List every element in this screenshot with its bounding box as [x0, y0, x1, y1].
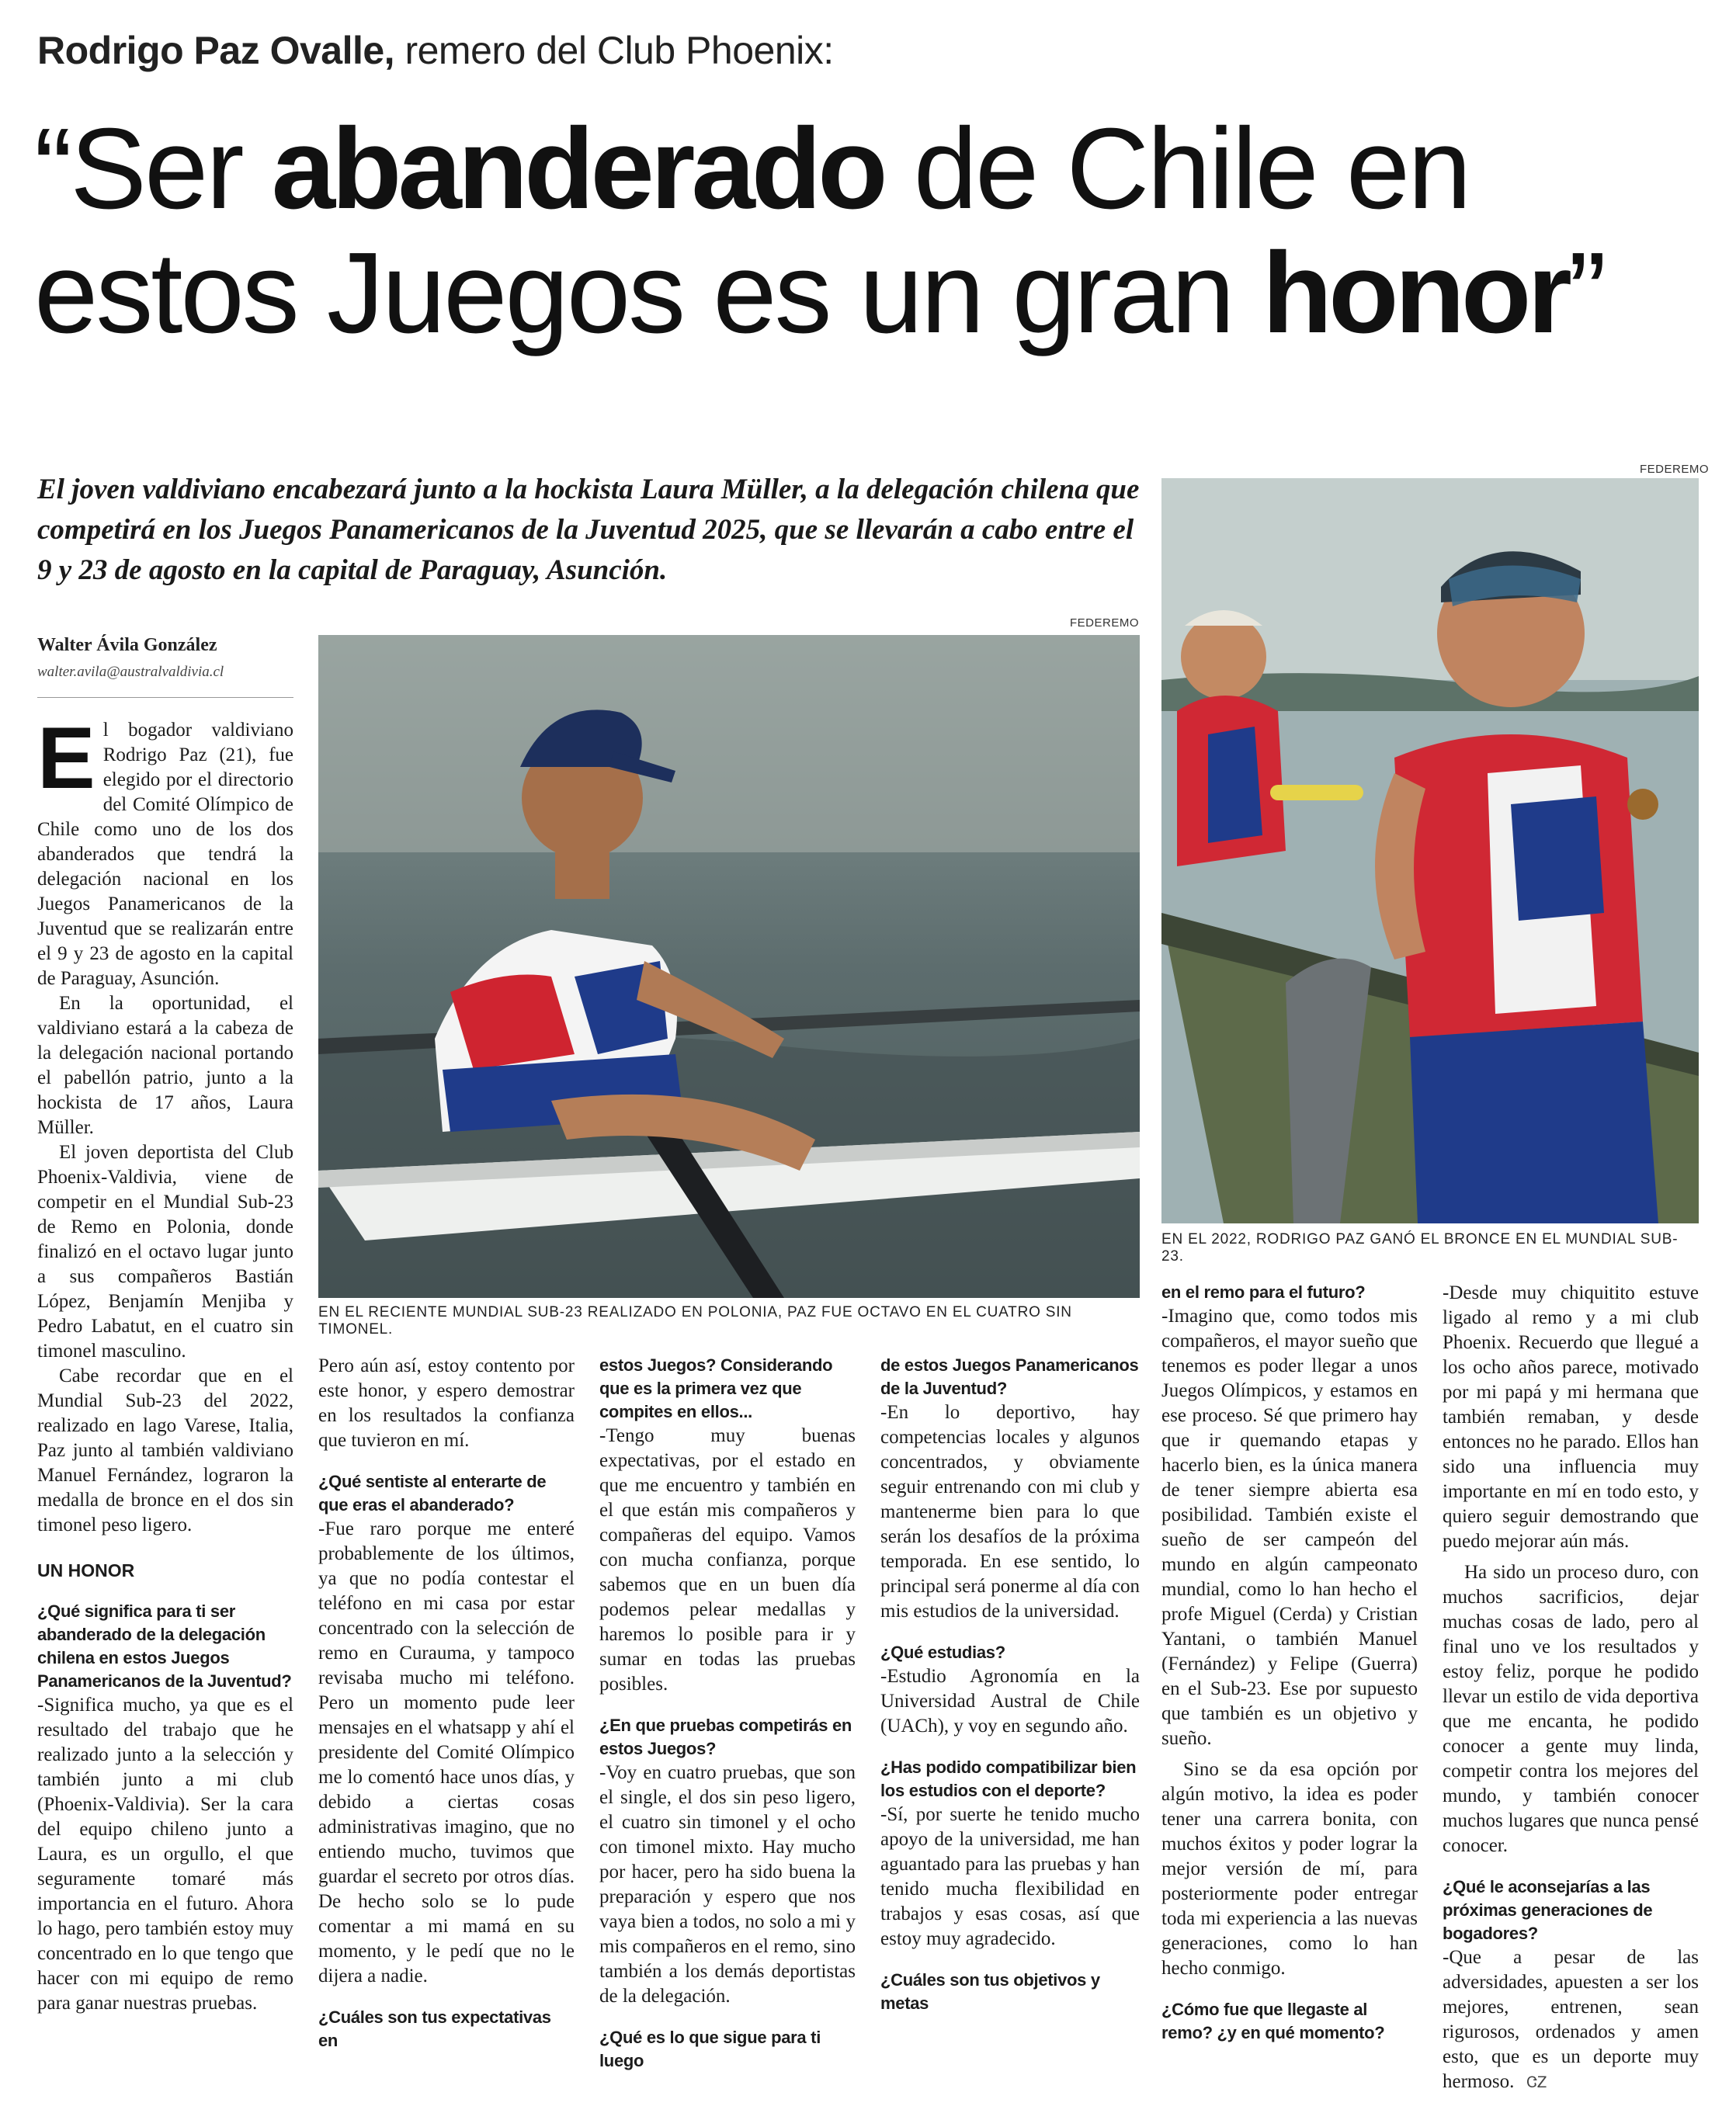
- article-column-3: [599, 1354, 856, 2073]
- article-column-4: [880, 1354, 1140, 2015]
- interview-answer: [1443, 1945, 1699, 2095]
- interview-answer: -Tengo muy buenas expectativas, por el estado en que me encuentro y también en el que están mis compañeros y compañeras del equipo. Vamos con mucha confianza, porque sabemos que en un buen día podemos pelear medallas y haremos lo posible para ir y sumar en todas las pruebas posibles.: [599, 1425, 856, 1695]
- interview-question: ¿Cómo fue que llegaste al remo? ¿y en qué momento?: [1161, 2000, 1385, 2042]
- article-column-1: [37, 710, 293, 2016]
- interview-answer: -Estudio Agronomía en la Universidad Austral de Chile (UACh), y voy en segundo año.: [880, 1666, 1140, 1737]
- interview-question: ¿Cuáles son tus expectativas en: [318, 2007, 551, 2050]
- headline-part: “Ser: [34, 105, 272, 233]
- interview-question: ¿En que pruebas competirás en estos Juegos?: [599, 1716, 852, 1758]
- interview-answer: -Desde muy chiquitito estuve ligado al remo y a mi club Phoenix. Recuerdo que llegué a los ocho años parece, motivado por mi papá y mi hermana que también remaban, y desde entonces no he parado. Ellos han sido una influencia muy importante en mí en todo esto, y quiero seguir demostrando que puedo mejorar aún más.: [1443, 1282, 1699, 1552]
- paragraph: Pero aún así, estoy contento por este honor, y espero demostrar en los resultados la confianza que tuvieron en mí.: [318, 1355, 575, 1451]
- interview-answer: -En lo deportivo, hay competencias locales y algunos concentrados, y obviamente seguir entrenando con mi club y mantenerme bien para lo que serán los desafíos de la próxima temporada. En ese sentido, lo principal será ponerme al día con mis estudios de la universidad.: [880, 1402, 1140, 1622]
- author-name: Walter Ávila González: [37, 635, 217, 655]
- medal-rowers-illustration: [1161, 478, 1699, 1223]
- end-mark: ᏣᏃ: [1526, 2074, 1547, 2091]
- byline: [37, 635, 224, 681]
- interview-answer: -Voy en cuatro pruebas, que son el single, el dos sin peso ligero, el cuatro sin timonel y el ocho con timonel mixto. Hay mucho por hacer, pero ha sido buena la preparación y espero que nos vaya bien a todos, no solo a mi y mis compañeros en el remo, sino también a los demás deportistas de la delegación.: [599, 1762, 856, 2007]
- section-heading: UN HONOR: [37, 1560, 135, 1581]
- photo-credit-right: FEDEREMO: [1640, 463, 1710, 476]
- article-column-6: [1443, 1281, 1699, 2095]
- drop-cap: E: [37, 710, 95, 807]
- caption-medal-photo: EN EL 2022, RODRIGO PAZ GANÓ EL BRONCE EN EL MUNDIAL SUB-23.: [1161, 1231, 1679, 1265]
- interview-question: de estos Juegos Panamericanos de la Juventud?: [880, 1355, 1139, 1398]
- deck-summary: El joven valdiviano encabezará junto a la hockista Laura Müller, a la delegación chilena que competirá en los Juegos Panamericanos de la Juventud 2025, que se llevarán a cabo entre el 9 y 23 de agosto en la capital de Paraguay, Asunción.: [37, 474, 1140, 586]
- headline-bold-abanderado: abanderado: [271, 105, 884, 233]
- paragraph: [37, 710, 293, 991]
- photo-credit-main: FEDEREMO: [1070, 616, 1140, 630]
- paragraph: Sino se da esa opción por algún motivo, la idea es poder tener una carrera bonita, con muchos éxitos y poder lograr la mejor versión de mí, para posteriormente poder entregar toda mi experiencia a las nuevas generaciones, como lo han hecho conmigo.: [1161, 1759, 1418, 1979]
- headline-part: de Chile en estos Juegos es un gran: [34, 105, 1470, 357]
- paragraph-text: l bogador valdiviano Rodrigo Paz (21), fue elegido por el directorio del Comité Olímpico de Chile como uno de los dos abanderados que tendrá la delegación nacional en los Juegos Panamericanos de la Juventud que se realizarán entre el 9 y 23 de agosto en la capital de Paraguay, Asunción.: [37, 720, 293, 989]
- interview-question: en el remo para el futuro?: [1161, 1282, 1366, 1302]
- author-email[interactable]: walter.avila@australvaldivia.cl: [37, 664, 224, 680]
- caption-main-photo: EN EL RECIENTE MUNDIAL SUB-23 REALIZADO EN POLONIA, PAZ FUE OCTAVO EN EL CUATRO SIN TIMONEL.: [318, 1304, 1072, 1338]
- interview-question: ¿Qué es lo que sigue para ti luego: [599, 2028, 821, 2070]
- article-column-5: [1161, 1281, 1418, 2045]
- kicker-name: Rodrigo Paz Ovalle,: [37, 29, 395, 72]
- paragraph: Ha sido un proceso duro, con muchos sacrificios, dejar muchas cosas de lado, pero al final uno ve los resultados y estoy feliz, porque he podido llevar un estilo de vida deportiva que me encanta, he podido conocer a gente muy linda, competir contra los mejores del mundo, y también conocer muchos lugares que nunca pensé conocer.: [1443, 1562, 1699, 1856]
- answer-text: -Que a pesar de las adversidades, apuesten a ser los mejores, entrenen, sean rigurosos, ordenados y amen esto, que es un deporte muy hermoso.: [1443, 1947, 1699, 2092]
- rower-illustration: [318, 635, 1140, 1298]
- photo-rower-single: [318, 635, 1140, 1298]
- paragraph: Cabe recordar que en el Mundial Sub-23 del 2022, realizado en lago Varese, Italia, Paz junto al también valdiviano Manuel Fernández, lograron la medalla de bronce en el dos sin timonel peso ligero.: [37, 1365, 293, 1535]
- headline-bold-honor: honor: [1262, 229, 1568, 357]
- interview-question: ¿Qué significa para ti ser abanderado de la delegación chilena en estos Juegos Panamericanos de la Juventud?: [37, 1601, 292, 1691]
- paragraph: El joven deportista del Club Phoenix-Valdivia, viene de competir en el Mundial Sub-23 de Remo en Polonia, donde finalizó en el octavo lugar junto a sus compañeros Bastián López, Benjamín Menjiba y Pedro Labatut, en el cuatro sin timonel masculino.: [37, 1142, 293, 1362]
- interview-question: estos Juegos? Considerando que es la primera vez que compites en ellos...: [599, 1355, 833, 1421]
- headline: [34, 107, 1719, 356]
- byline-divider: [37, 697, 293, 698]
- interview-answer: -Imagino que, como todos mis compañeros, el mayor sueño que tenemos es poder llegar a unos Juegos Olímpicos, y estamos en ese proceso. Sé que primero hay que ir quemando etapas y hacerlo bien, es la única manera de tener siempre abierta esa posibilidad. También existe el sueño de ser campeón del mundo en algún campeonato mundial, como lo han hecho el profe Miguel (Cerda) y Cristian Yantani, o también Manuel (Fernández) y Felipe (Guerra) en el Sub-23. Ese por supuesto que también es un objetivo y sueño.: [1161, 1306, 1418, 1749]
- interview-question: ¿Qué estudias?: [880, 1643, 1005, 1662]
- interview-question: ¿Qué sentiste al enterarte de que eras el abanderado?: [318, 1472, 547, 1515]
- interview-answer: -Fue raro porque me enteré probablemente de los últimos, ya que no podía contestar el teléfono en mi casa por estar concentrado con la selección de remo en Curauma, y tampoco revisaba mucho mi teléfono. Pero un momento pude leer mensajes en el whatsapp y ahí el presidente del Comité Olímpico me lo comentó hace unos días, y debido a ciertas cosas administrativas imagino, que no entiendo mucho, tuvimos que guardar el secreto por otros días. De hecho solo se lo pude comentar a mi mamá en su momento, y le pedí que no le dijera a nadie.: [318, 1518, 575, 1986]
- kicker-rest: remero del Club Phoenix:: [394, 29, 834, 72]
- photo-rowers-medal: [1161, 478, 1699, 1223]
- interview-question: ¿Cuáles son tus objetivos y metas: [880, 1970, 1100, 2013]
- article-column-2: [318, 1354, 575, 2052]
- interview-answer: -Sí, por suerte he tenido mucho apoyo de la universidad, me han aguantado para las pruebas y han tenido mucha flexibilidad en trabajos y esas cosas, así que estoy muy agradecido.: [880, 1804, 1140, 1949]
- kicker: [37, 28, 834, 73]
- interview-question: ¿Qué le aconsejarías a las próximas generaciones de bogadores?: [1443, 1877, 1653, 1943]
- interview-answer: -Significa mucho, ya que es el resultado del trabajo que he realizado junto a la selección y también junto a mi club (Phoenix-Valdivia). Ser la cara del equipo chileno junto a Laura, es un orgullo, el que seguramente tomaré más importancia en el futuro. Ahora lo hago, pero también estoy muy concentrado en lo que tengo que hacer con mi equipo de remo para ganar nuestras pruebas.: [37, 1695, 293, 2014]
- interview-question: ¿Has podido compatibilizar bien los estudios con el deporte?: [880, 1757, 1137, 1800]
- paragraph: En la oportunidad, el valdiviano estará a la cabeza de la delegación nacional portando el pabellón patrio, junto a la hockista de 17 años, Laura Müller.: [37, 993, 293, 1138]
- headline-part: ”: [1568, 229, 1605, 357]
